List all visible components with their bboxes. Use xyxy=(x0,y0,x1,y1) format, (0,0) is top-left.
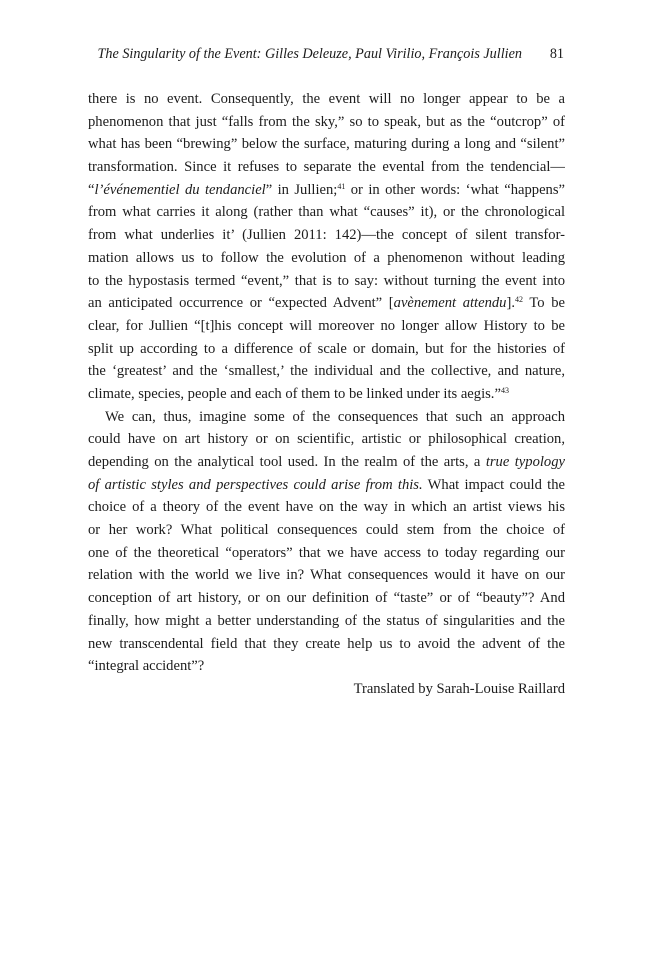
text-line: one of the theoretical “operators” that we have access to today regarding our xyxy=(88,544,565,561)
text-line: from what carries it along (rather than what “causes” it), or the chronological xyxy=(88,204,565,221)
text-line: split up according to a difference of scale or domain, but for the histories of xyxy=(88,340,565,357)
translator-credit: Translated by Sarah-Louise Raillard xyxy=(353,680,565,697)
text-segment: an anticipated occurrence or “expected Advent” [ xyxy=(88,295,394,312)
italic-text: l’événementiel du tendanciel xyxy=(94,181,266,198)
text-line: We can, thus, imagine some of the consequences that such an approach xyxy=(105,408,565,425)
text-line: mation allows us to follow the evolution of a phenomenon without leading xyxy=(88,249,565,266)
text-line: conception of art history, or on our definition of “taste” or of “beauty”? And xyxy=(88,590,565,607)
text-segment: To be xyxy=(523,295,565,312)
text-line: or her work? What political consequences could stem from the choice of xyxy=(88,522,565,539)
running-title: The Singularity of the Event: Gilles Deleuze, Paul Virilio, François Jullien xyxy=(97,46,522,62)
text-segment: climate, species, people and each of them to be linked under its aegis.” xyxy=(88,385,501,402)
footnote-ref: 43 xyxy=(500,385,509,395)
text-line: transformation. Since it refuses to separate the evental from the tendencial— xyxy=(88,159,565,176)
text-line: to the hypostasis termed “event,” that is to say: without turning the event into xyxy=(88,272,565,289)
text-segment: depending on the analytical tool used. In the realm of the arts, a xyxy=(88,454,486,470)
text-line: relation with the world we live in? What consequences would it have on our xyxy=(88,567,565,584)
text-segment: “ xyxy=(88,181,95,198)
text-line: new transcendental field that they create help us to avoid the advent of the xyxy=(88,635,565,652)
body-text xyxy=(88,88,565,701)
text-line: finally, how might a better understanding of the status of singularities and the xyxy=(88,612,565,629)
text-line: clear, for Jullien “[t]his concept will moreover no longer allow History to be xyxy=(88,317,565,334)
italic-text: of artistic styles and perspectives could arise from this. xyxy=(88,476,423,493)
running-header xyxy=(88,44,564,64)
text-line: phenomenon that just “falls from the sky,” so to speak, but as the “outcrop” of xyxy=(88,113,565,130)
text-line xyxy=(88,451,565,474)
page-number: 81 xyxy=(549,46,564,62)
footnote-ref: 41 xyxy=(337,181,346,191)
text-line: there is no event. Consequently, the event will no longer appear to be a xyxy=(88,91,565,107)
text-segment: What impact could the xyxy=(422,476,565,493)
italic-text: true typology xyxy=(485,454,565,470)
text-segment: or in other words: ‘what “happens” xyxy=(345,181,565,198)
text-line xyxy=(88,383,565,406)
text-line xyxy=(88,179,565,202)
text-segment: ” in Jullien; xyxy=(265,181,338,198)
text-line xyxy=(88,474,565,497)
text-line: “integral accident”? xyxy=(88,658,205,675)
text-line: what has been “brewing” below the surface, maturing during a long and “silent” xyxy=(88,136,565,153)
text-line: could have on art history or on scientific, artistic or philosophical creation, xyxy=(88,431,565,448)
italic-text: avènement attendu xyxy=(393,295,507,312)
text-line: choice of a theory of the event have on the way in which an artist views his xyxy=(88,499,565,516)
text-line: the ‘greatest’ and the ‘smallest,’ the individual and the collective, and nature, xyxy=(88,363,565,380)
text-line: from what underlies it’ (Jullien 2011: 142)—the concept of silent transfor- xyxy=(88,227,565,244)
text-line xyxy=(88,292,565,315)
footnote-ref: 42 xyxy=(515,295,523,305)
text-segment: ]. xyxy=(506,295,515,312)
